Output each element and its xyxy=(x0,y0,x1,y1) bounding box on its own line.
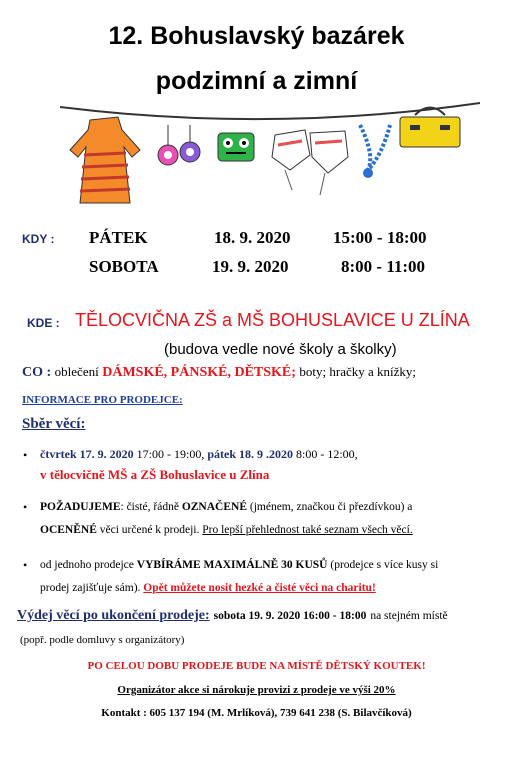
title-line-2: podzimní a zimní xyxy=(155,67,358,95)
kde-label: KDE : xyxy=(27,316,60,330)
limit-note: prodej zajišťuje sám). xyxy=(40,582,141,594)
bullet-3: • xyxy=(23,558,28,572)
sneakers-icon xyxy=(272,130,348,195)
sber-bullet-2-line-1 xyxy=(40,501,412,513)
ocenene-text: věci určené k prodeji. xyxy=(99,524,200,536)
kdy-time-2: 8:00 - 11:00 xyxy=(341,257,426,276)
sber-date-1: čtvrtek 17. 9. 2020 xyxy=(40,447,134,461)
vydej-note: (popř. podle domluvy s organizátory) xyxy=(20,634,185,646)
ocenene-label: OCENĚNÉ xyxy=(40,524,97,536)
co-highlight: DÁMSKÉ, PÁNSKÉ, DĚTSKÉ; xyxy=(102,365,296,380)
kde-place: TĚLOCVIČNA ZŠ a MŠ BOHUSLAVICE U ZLÍNA xyxy=(75,310,470,330)
pozadujeme-label: POŽADUJEME xyxy=(40,501,121,513)
dress-icon xyxy=(70,117,140,203)
co-line xyxy=(22,364,416,381)
kdy-date-1: 18. 9. 2020 xyxy=(214,228,291,247)
sber-bullet-2-line-2 xyxy=(40,524,413,536)
seznam-note: Pro lepší přehlednost také seznam všech věcí. xyxy=(202,524,413,536)
sber-bullet-3-line-2 xyxy=(40,582,376,594)
kde-note: (budova vedle nové školy a školky) xyxy=(164,341,397,358)
sber-time-2: 8:00 - 12:00, xyxy=(296,447,358,461)
limit-value: VYBÍRÁME MAXIMÁLNĚ 30 KUSŮ xyxy=(136,559,328,571)
koutek-note: PO CELOU DOBU PRODEJE BUDE NA MÍSTĚ DĚTSKÝ KOUTEK! xyxy=(87,660,426,672)
kdy-day-2: SOBOTA xyxy=(89,257,159,276)
vydej-where: na stejném místě xyxy=(370,610,448,622)
sber-heading: Sběr věcí: xyxy=(22,416,86,432)
bullet-1: • xyxy=(23,448,28,462)
sber-place: v tělocvičně MŠ a ZŠ Bohuslavice u Zlína xyxy=(40,467,270,482)
vydej-heading: Výdej věcí po ukončení prodeje: xyxy=(17,608,210,623)
oznacene-label: OZNAČENÉ xyxy=(181,501,247,513)
sber-time-1: 17:00 - 19:00, xyxy=(136,447,205,461)
bullet-2: • xyxy=(23,500,28,514)
limit-pre: od jednoho prodejce xyxy=(40,559,134,571)
flowers-icon xyxy=(158,125,200,165)
limit-post: (prodejce s více kusy si xyxy=(330,559,439,571)
kdy-time-1: 15:00 - 18:00 xyxy=(333,228,427,247)
kdy-label: KDY : xyxy=(22,232,55,246)
pozadujeme-text: : čisté, řádně xyxy=(120,501,179,513)
kdy-date-2: 19. 9. 2020 xyxy=(212,257,289,276)
charita-note: Opět můžete nosit hezké a čisté věci na charitu! xyxy=(143,582,376,594)
vydej-line xyxy=(17,606,448,624)
kdy-day-1: PÁTEK xyxy=(89,228,148,247)
provize-note: Organizátor akce si nárokuje provizi z prodeje ve výši 20% xyxy=(117,684,396,696)
necklace-icon xyxy=(360,125,390,178)
info-heading: INFORMACE PRO PRODEJCE: xyxy=(22,394,183,406)
co-pre: oblečení xyxy=(54,364,99,379)
title-line-1: 12. Bohuslavský bazárek xyxy=(108,22,405,50)
monster-shirt-icon xyxy=(218,133,254,161)
sber-date-2: pátek 18. 9 .2020 xyxy=(207,447,293,461)
co-label: CO : xyxy=(22,365,52,380)
handbag-icon xyxy=(400,108,460,148)
co-post: boty; hračky a knížky; xyxy=(299,364,417,379)
sber-bullet-3-line-1 xyxy=(40,559,438,571)
oznacene-note: (jménem, značkou či přezdívkou) a xyxy=(249,501,413,513)
kontakt: Kontakt : 605 137 194 (M. Mrlíková), 739 641 238 (S. Bilavčíková) xyxy=(101,707,412,719)
vydej-when: sobota 19. 9. 2020 16:00 - 18:00 xyxy=(213,610,367,622)
clothesline-illustration xyxy=(60,95,480,210)
sber-bullet-1-line-1 xyxy=(40,447,358,462)
